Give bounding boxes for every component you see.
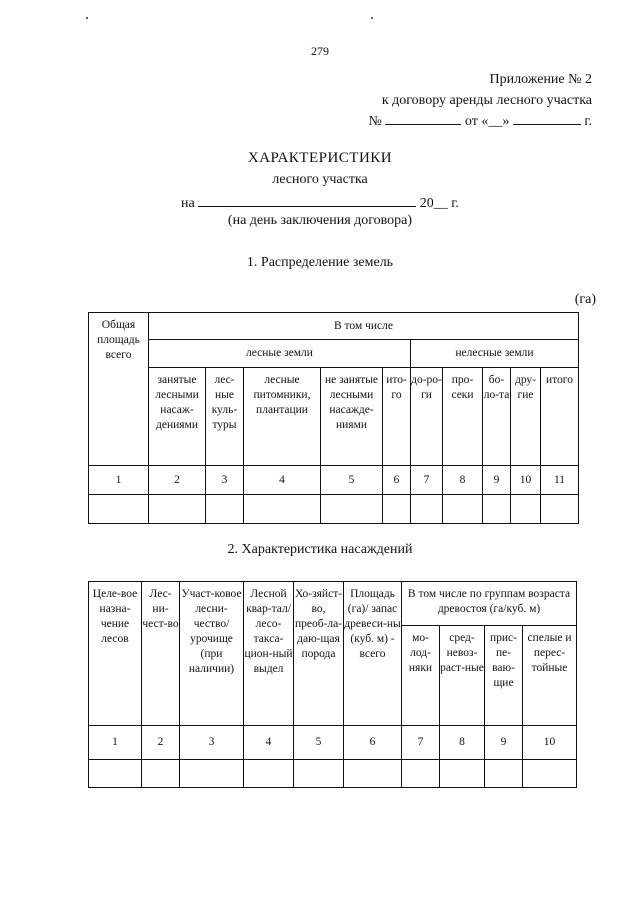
empty-cell bbox=[383, 495, 411, 524]
empty-cell bbox=[142, 760, 180, 788]
empty-cell bbox=[344, 760, 402, 788]
column-number: 8 bbox=[443, 466, 483, 495]
empty-cell bbox=[511, 495, 541, 524]
empty-cell bbox=[440, 760, 485, 788]
section2-title: 2. Характеристика насаждений bbox=[227, 542, 413, 557]
column-number: 8 bbox=[440, 726, 485, 760]
column-number: 1 bbox=[89, 726, 142, 760]
column-number: 4 bbox=[244, 726, 294, 760]
appendix-title: Приложение № 2 bbox=[489, 72, 592, 87]
empty-cell bbox=[523, 760, 577, 788]
column-header: Хо-зяйст-во, преоб-ла-даю-щая порода bbox=[294, 582, 344, 726]
column-number: 3 bbox=[206, 466, 244, 495]
page-number: 279 bbox=[311, 44, 329, 58]
section1-unit: (га) bbox=[574, 292, 596, 307]
year-suffix: г. bbox=[584, 114, 592, 129]
column-header: Лес-ни-чест-во bbox=[142, 582, 180, 726]
scan-speck bbox=[86, 17, 88, 19]
empty-cell bbox=[180, 760, 244, 788]
stand-characteristics-table bbox=[88, 581, 577, 788]
table-row bbox=[89, 760, 577, 788]
column-header: мо-лод-няки bbox=[402, 626, 440, 726]
empty-cell bbox=[443, 495, 483, 524]
column-number: 7 bbox=[402, 726, 440, 760]
date-line bbox=[0, 194, 640, 212]
empty-cell bbox=[402, 760, 440, 788]
column-header: ито-го bbox=[383, 368, 411, 466]
column-header: Площадь (га)/ запас древеси-ны (куб. м) - всего bbox=[344, 582, 402, 726]
column-header: спелые и перес-тойные bbox=[523, 626, 577, 726]
column-header: Участ-ковое лесни-чество/ урочище (при наличии) bbox=[180, 582, 244, 726]
empty-cell bbox=[244, 495, 321, 524]
month-blank bbox=[513, 112, 581, 125]
table-row bbox=[89, 495, 579, 524]
date-blank bbox=[198, 194, 416, 207]
empty-cell bbox=[89, 760, 142, 788]
column-header: до-ро-ги bbox=[411, 368, 443, 466]
header-age-groups: В том числе по группам возраста древостоя (га/куб. м) bbox=[402, 582, 577, 626]
column-header: про-секи bbox=[443, 368, 483, 466]
column-number: 6 bbox=[383, 466, 411, 495]
empty-cell bbox=[244, 760, 294, 788]
number-label: № bbox=[368, 114, 382, 129]
empty-cell bbox=[206, 495, 244, 524]
empty-cell bbox=[149, 495, 206, 524]
empty-cell bbox=[321, 495, 383, 524]
header-including: В том числе bbox=[149, 313, 579, 340]
empty-cell bbox=[89, 495, 149, 524]
column-header: прис-пе-ваю-щие bbox=[485, 626, 523, 726]
column-header: Целе-вое назна-чение лесов bbox=[89, 582, 142, 726]
number-blank bbox=[385, 112, 461, 125]
column-number: 9 bbox=[483, 466, 511, 495]
column-header: не занятые лесными насажде-ниями bbox=[321, 368, 383, 466]
scan-speck bbox=[371, 17, 373, 19]
empty-cell bbox=[485, 760, 523, 788]
column-header: итого bbox=[541, 368, 579, 466]
header-total-area: Общая площадь всего bbox=[89, 313, 149, 466]
empty-cell bbox=[483, 495, 511, 524]
empty-cell bbox=[294, 760, 344, 788]
column-header: бо-ло-та bbox=[483, 368, 511, 466]
document-title: ХАРАКТЕРИСТИКИ bbox=[247, 150, 393, 166]
column-header: лесные питомники, плантации bbox=[244, 368, 321, 466]
column-number: 9 bbox=[485, 726, 523, 760]
column-number: 1 bbox=[89, 466, 149, 495]
from-label: от «__» bbox=[464, 114, 510, 129]
column-number: 4 bbox=[244, 466, 321, 495]
date-prefix: на bbox=[181, 196, 195, 211]
column-number: 11 bbox=[541, 466, 579, 495]
column-number: 5 bbox=[294, 726, 344, 760]
document-subtitle: лесного участка bbox=[272, 172, 368, 187]
empty-cell bbox=[541, 495, 579, 524]
column-number: 10 bbox=[523, 726, 577, 760]
column-number: 2 bbox=[149, 466, 206, 495]
column-number: 2 bbox=[142, 726, 180, 760]
column-number: 3 bbox=[180, 726, 244, 760]
column-header: сред-невоз-раст-ные bbox=[440, 626, 485, 726]
column-number: 5 bbox=[321, 466, 383, 495]
appendix-number-line bbox=[369, 112, 592, 132]
column-header: лес-ные куль-туры bbox=[206, 368, 244, 466]
column-number: 7 bbox=[411, 466, 443, 495]
header-forest-lands: лесные земли bbox=[149, 340, 411, 368]
column-header: дру-гие bbox=[511, 368, 541, 466]
column-number: 6 bbox=[344, 726, 402, 760]
column-header: Лесной квар-тал/ лесо-такса-цион-ный выдел bbox=[244, 582, 294, 726]
appendix-subtitle: к договору аренды лесного участка bbox=[381, 93, 592, 108]
date-suffix: 20__ г. bbox=[419, 196, 459, 211]
date-note: (на день заключения договора) bbox=[227, 213, 413, 228]
column-number: 10 bbox=[511, 466, 541, 495]
column-header: занятые лесными насаж-дениями bbox=[149, 368, 206, 466]
header-nonforest-lands: нелесные земли bbox=[411, 340, 579, 368]
section1-title: 1. Распределение земель bbox=[246, 255, 394, 270]
land-distribution-table bbox=[88, 312, 579, 524]
empty-cell bbox=[411, 495, 443, 524]
